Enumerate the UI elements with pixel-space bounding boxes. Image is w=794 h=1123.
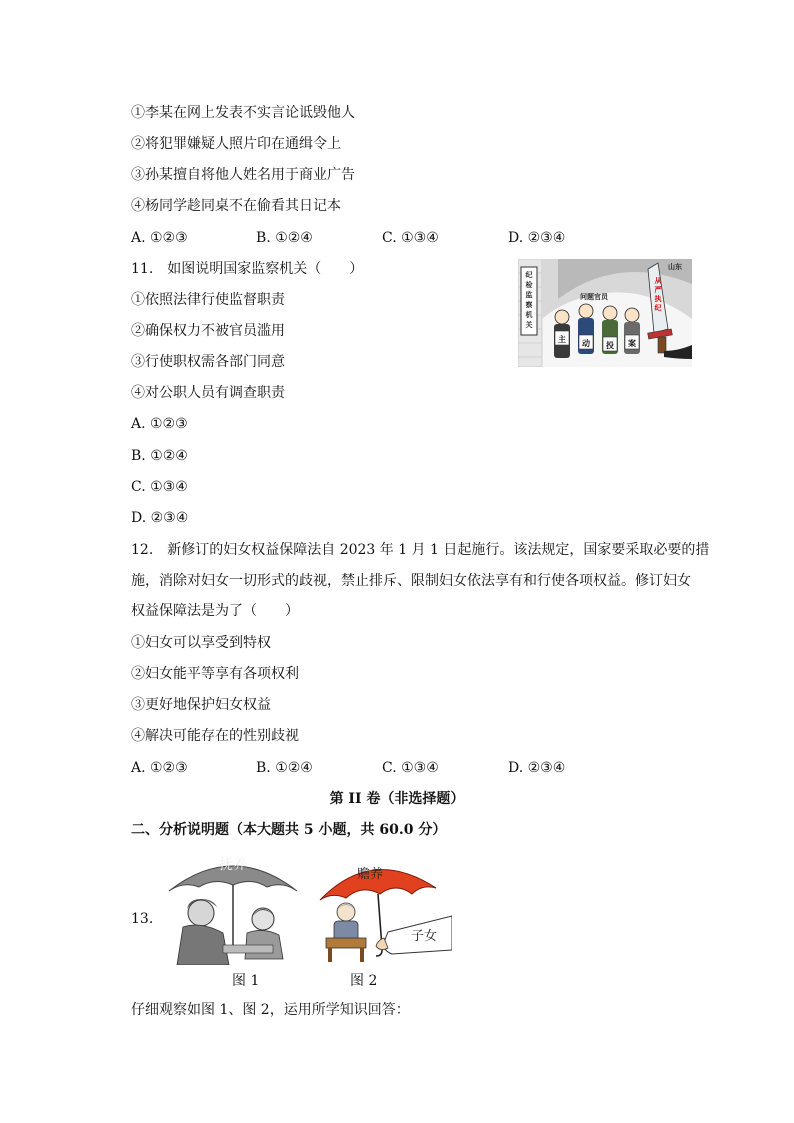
- q13-caption-1: 图 1: [232, 973, 260, 989]
- q11-statement-4: ④对公职人员有调查职责: [131, 385, 285, 401]
- q10-statement-3: ③孙某擅自将他人姓名用于商业广告: [131, 167, 355, 183]
- fig1-umbrella-text: 抚养: [219, 857, 247, 873]
- sword-text: 从严执纪: [654, 277, 662, 312]
- q11-statement-1: ①依照法律行使监督职责: [131, 292, 285, 308]
- region-label: 山东: [668, 263, 682, 271]
- q11-statement-3: ③行使职权需各部门同意: [131, 354, 285, 370]
- q12-option-a[interactable]: A. ①②③: [131, 760, 188, 776]
- q10-options: [131, 228, 691, 248]
- fig2-hand-text: 子女: [410, 929, 438, 944]
- q10-option-a[interactable]: A. ①②③: [131, 230, 188, 246]
- part2-section-heading: 二、分析说明题（本大题共 5 小题，共 60.0 分）: [131, 822, 447, 838]
- q12-option-b[interactable]: B. ①②④: [256, 760, 313, 776]
- q12-stem-line-2: 施，消除对妇女一切形式的歧视，禁止排斥、限制妇女依法享有和行使各项权益。修订妇女: [131, 573, 691, 589]
- q12-stem-line-3: 权益保障法是为了（ ）: [131, 603, 299, 619]
- q10-option-c[interactable]: C. ①③④: [382, 230, 439, 246]
- q11-statement-2: ②确保权力不被官员滥用: [131, 323, 285, 339]
- q10-statement-4: ④杨同学趁同桌不在偷看其日记本: [131, 198, 341, 214]
- q13-prompt: 仔细观察如图 1、图 2，运用所学知识回答：: [131, 1002, 410, 1018]
- q12-stem-line-1: 12. 新修订的妇女权益保障法自 2023 年 1 月 1 日起施行。该法规定，国家要采取必要的措: [131, 542, 710, 558]
- q12-statement-4: ④解决可能存在的性别歧视: [131, 728, 299, 744]
- q12-statement-1: ①妇女可以享受到特权: [131, 635, 271, 651]
- sign-3: 投: [606, 341, 614, 350]
- sign-1: 主: [558, 335, 566, 344]
- q12-option-d[interactable]: D. ②③④: [508, 760, 566, 776]
- sign-2: 动: [582, 339, 590, 348]
- q11-cartoon: [518, 259, 692, 367]
- sign-4: 案: [628, 339, 636, 348]
- q10-statement-2: ②将犯罪嫌疑人照片印在通缉令上: [131, 136, 341, 152]
- q12-options: [131, 758, 691, 778]
- q13-caption-2: 图 2: [350, 973, 378, 989]
- q11-option-b[interactable]: B. ①②④: [131, 448, 188, 464]
- q12-option-c[interactable]: C. ①③④: [382, 760, 439, 776]
- q10-option-d[interactable]: D. ②③④: [508, 230, 566, 246]
- q13-figure-2: [316, 854, 452, 966]
- part2-title: 第 II 卷（非选择题）: [329, 791, 465, 807]
- q11-option-c[interactable]: C. ①③④: [131, 479, 188, 495]
- fig2-umbrella-text: 赡养: [356, 867, 384, 882]
- q13-number: 13.: [131, 911, 154, 927]
- q10-statement-1: ①李某在网上发表不实言论诋毁他人: [131, 105, 355, 121]
- q11-stem: 11. 如图说明国家监察机关（ ）: [131, 261, 364, 277]
- q10-option-b[interactable]: B. ①②④: [256, 230, 313, 246]
- q12-statement-2: ②妇女能平等享有各项权利: [131, 666, 299, 682]
- group-label: 问题官员: [580, 293, 608, 301]
- q11-option-a[interactable]: A. ①②③: [131, 416, 188, 432]
- q12-statement-3: ③更好地保护妇女权益: [131, 697, 271, 713]
- q11-option-d[interactable]: D. ②③④: [131, 510, 189, 526]
- q13-figure-1: [163, 847, 303, 965]
- banner-text: 纪检监察机关: [525, 271, 533, 329]
